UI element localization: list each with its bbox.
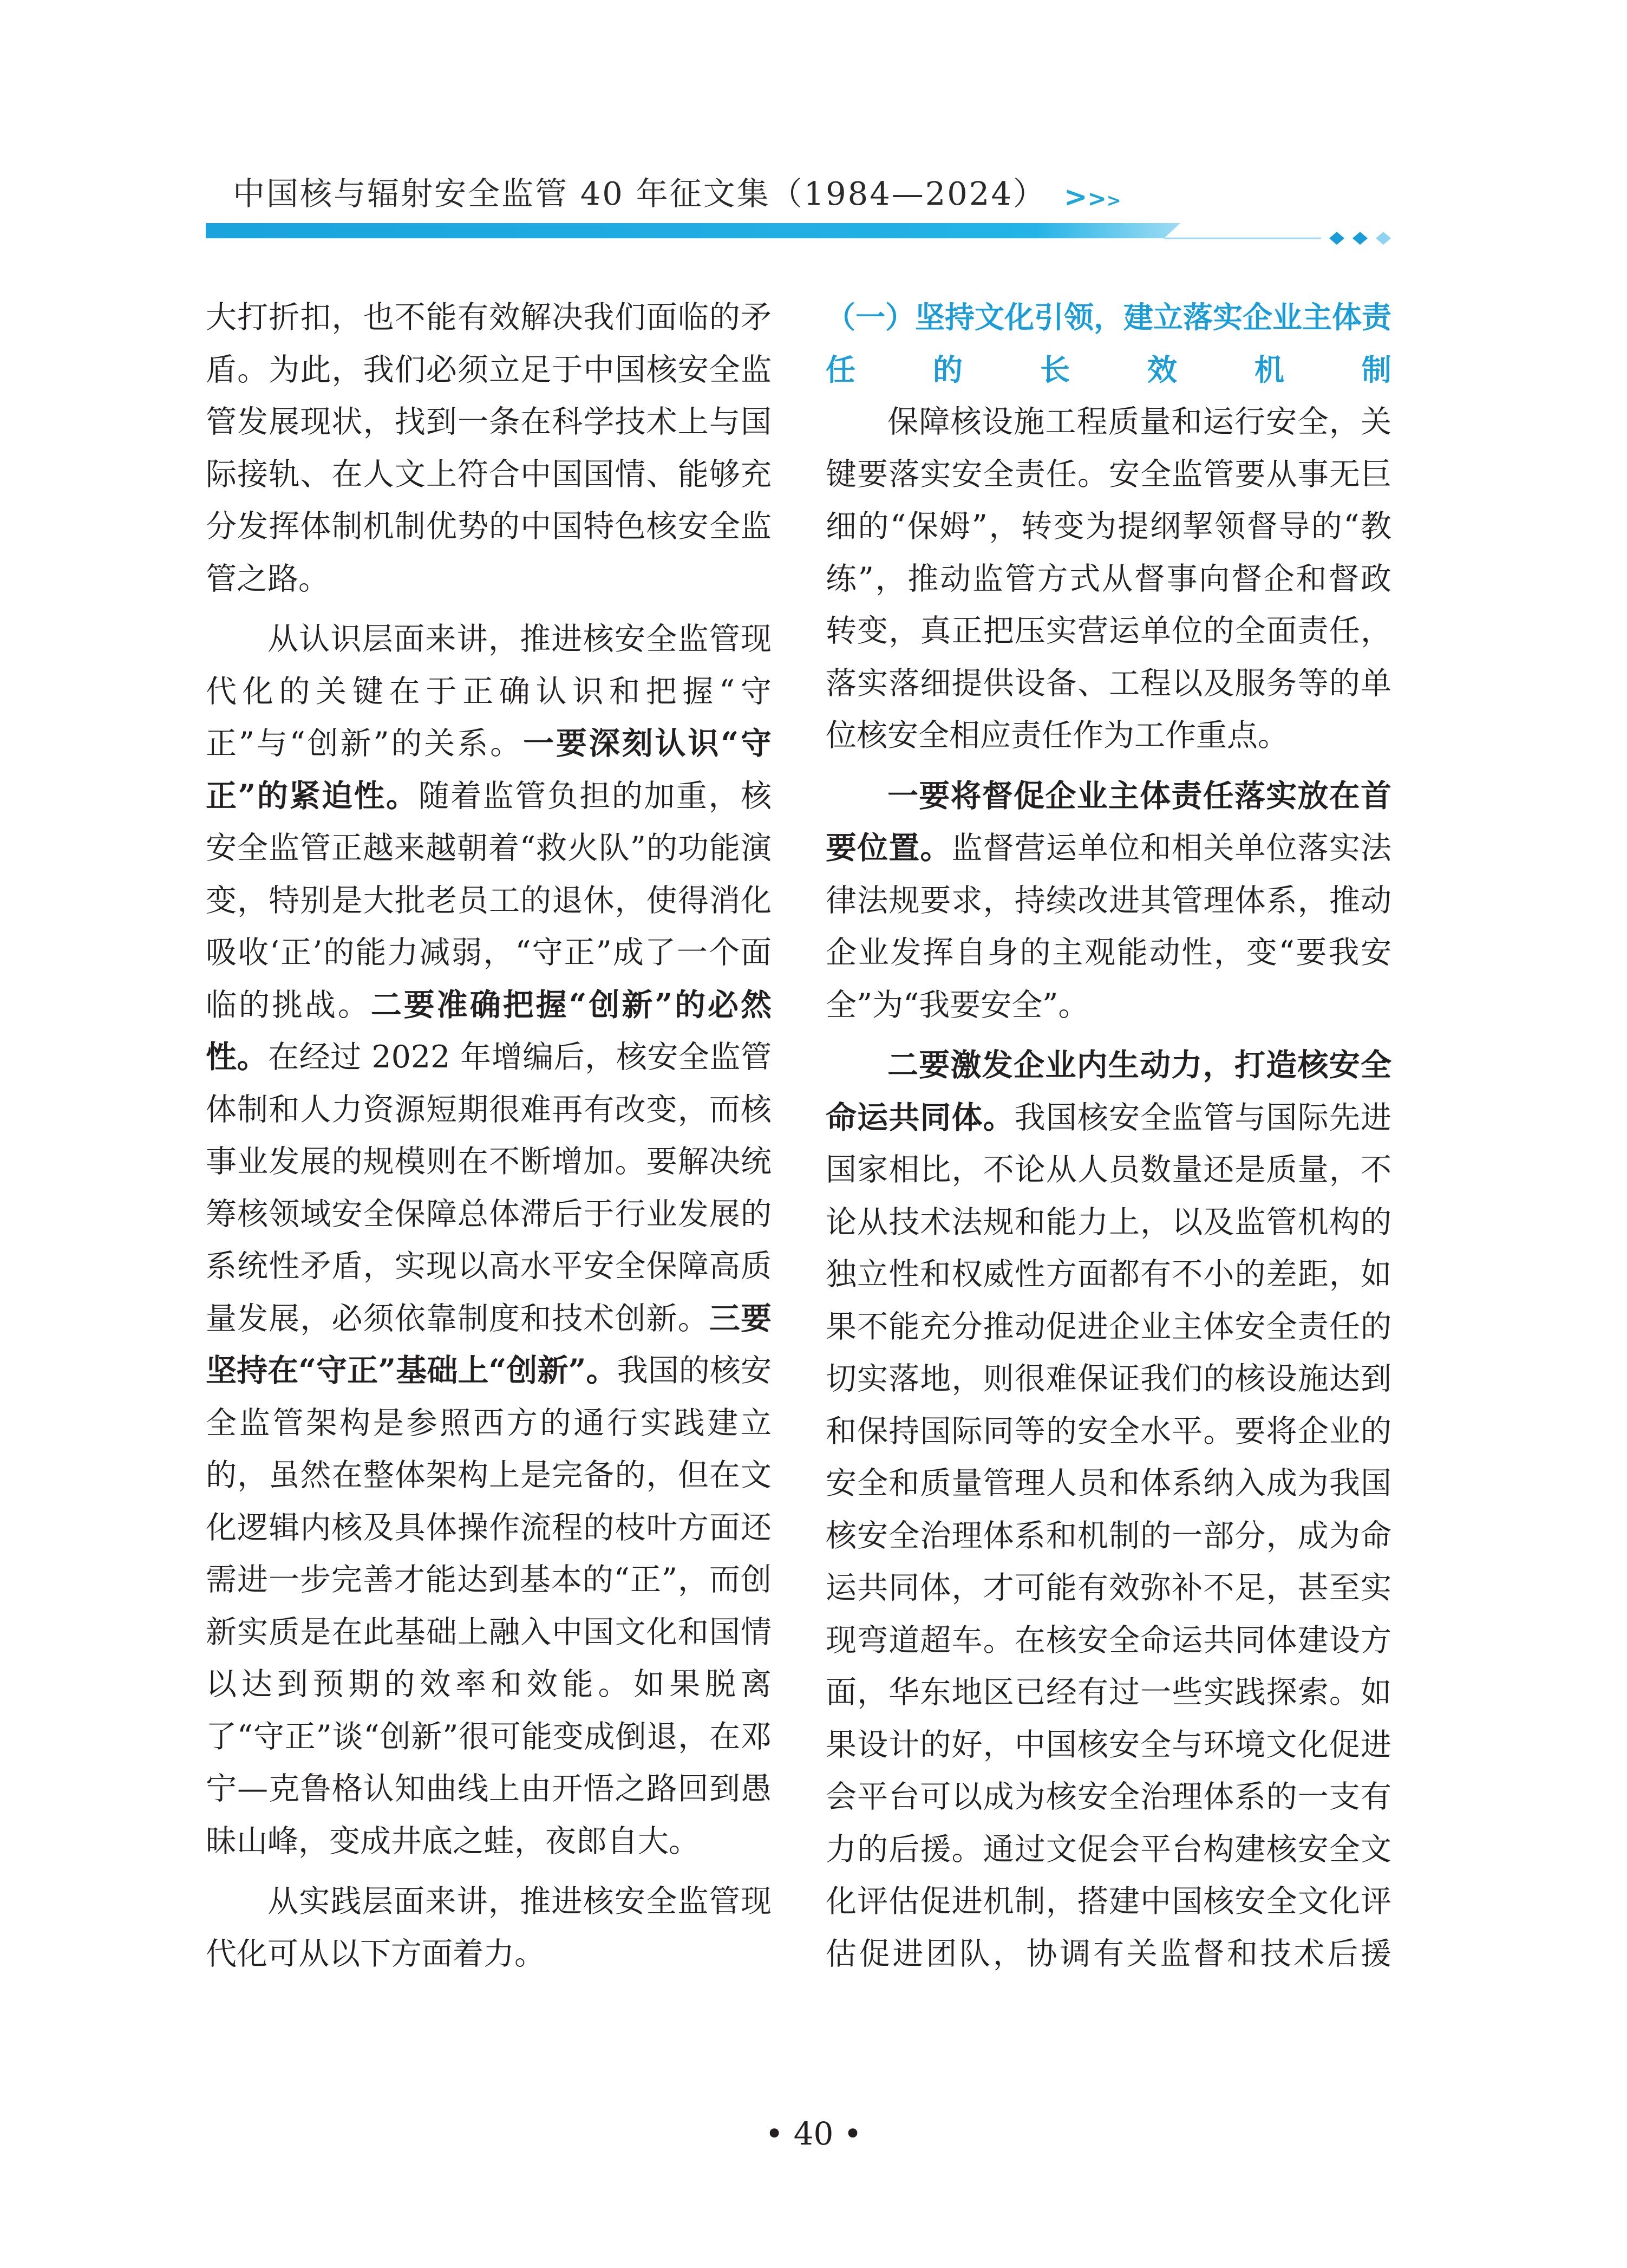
chevron-decoration-icon: >>>	[1064, 181, 1121, 213]
paragraph-responsibility: 保障核设施工程质量和运行安全，关键要落实安全责任。安全监管要从事无巨细的“保姆”，转变为提纲挈领督导的“教练”，推动监管方式从督事向督企和督政转变，真正把压实营运单位的全面责任，落实落细提供设备、工程以及服务等的单位核安全相应责任作为工作重点。	[826, 404, 1391, 753]
diamond-icon-1	[1329, 232, 1344, 245]
paragraph-cognition: 从认识层面来讲，推进核安全监管现代化的关键在于正确认识和把握“守正”与“创新”的关系。一要深刻认识“守正”的紧迫性。随着监管负担的加重，核安全监管正越来越朝着“救火队”的功能演变，特别是大批老员工的退休，使得消化吸收‘正’的能力减弱，“守正”成了一个面临的挑战。二要准确把握“创新”的必然性。在经过 2022 年增编后，核安全监管体制和人力资源短期很难再有改变，而核事业发展的规模则在不断增加。要解决统筹核领域安全保障总体滞后于行业发展的系统性矛盾，实现以高水平安全保障高质量发展，必须依靠制度和技术创新。三要坚持在“守正”基础上“创新”。我国的核安全监管架构是参照西方的通行实践建立的，虽然在整体架构上是完备的，但在文化逻辑内核及具体操作流程的枝叶方面还需进一步完善才能达到基本的“正”，而创新实质是在此基础上融入中国文化和国情以达到预期的效率和效能。如果脱离了“守正”谈“创新”很可能变成倒退，在邓宁—克鲁格认知曲线上由开悟之路回到愚昧山峰，变成井底之蛙，夜郎自大。	[206, 621, 772, 1859]
paragraph-community: 二要激发企业内生动力，打造核安全命运共同体。我国核安全监管与国际先进国家相比，不论从人员数量还是质量，不论从技术法规和能力上，以及监管机构的独立性和权威性方面都有不小的差距，如果不能充分推动促进企业主体安全责任的切实落地，则很难保证我们的核设施达到和保持国际同等的安全水平。要将企业的安全和质量管理人员和体系纳入成为我国核安全治理体系和机制的一部分，成为命运共同体，才可能有效弥补不足，甚至实现弯道超车。在核安全命运共同体建设方面，华东地区已经有过一些实践探索。如果设计的好，中国核安全与环境文化促进会平台可以成为核安全治理体系的一支有力的后援。通过文促会平台构建核安全文化评估促进机制，搭建中国核安全文化评估促进团队，协调有关监督和技术后援	[826, 1047, 1392, 1972]
right-column	[826, 291, 1391, 1980]
section-heading: （一）坚持文化引领，建立落实企业主体责任的长效机制	[826, 300, 1392, 387]
running-header-title: 中国核与辐射安全监管 40 年征文集（1984—2024）	[233, 175, 1047, 212]
header-band	[206, 223, 1397, 245]
diamond-icon-3	[1376, 232, 1391, 245]
paragraph-practice: 从实践层面来讲，推进核安全监管现代化可从以下方面着力。	[206, 1884, 772, 1972]
left-column	[206, 291, 772, 1980]
paragraph-intro-cont: 大打折扣，也不能有效解决我们面临的矛盾。为此，我们必须立足于中国核安全监管发展现状，找到一条在科学技术上与国际接轨、在人文上符合中国国情、能够充分发挥体制机制优势的中国特色核安全监管之路。	[206, 299, 772, 597]
paragraph-priority: 一要将督促企业主体责任落实放在首要位置。监督营运单位和相关单位落实法律法规要求，持续改进其管理体系，推动企业发挥自身的主观能动性，变“要我安全”为“我要安全”。	[826, 777, 1392, 1023]
header-band-bar	[206, 223, 1180, 238]
page-number: • 40 •	[765, 2115, 862, 2152]
diamond-icon-2	[1352, 232, 1368, 245]
